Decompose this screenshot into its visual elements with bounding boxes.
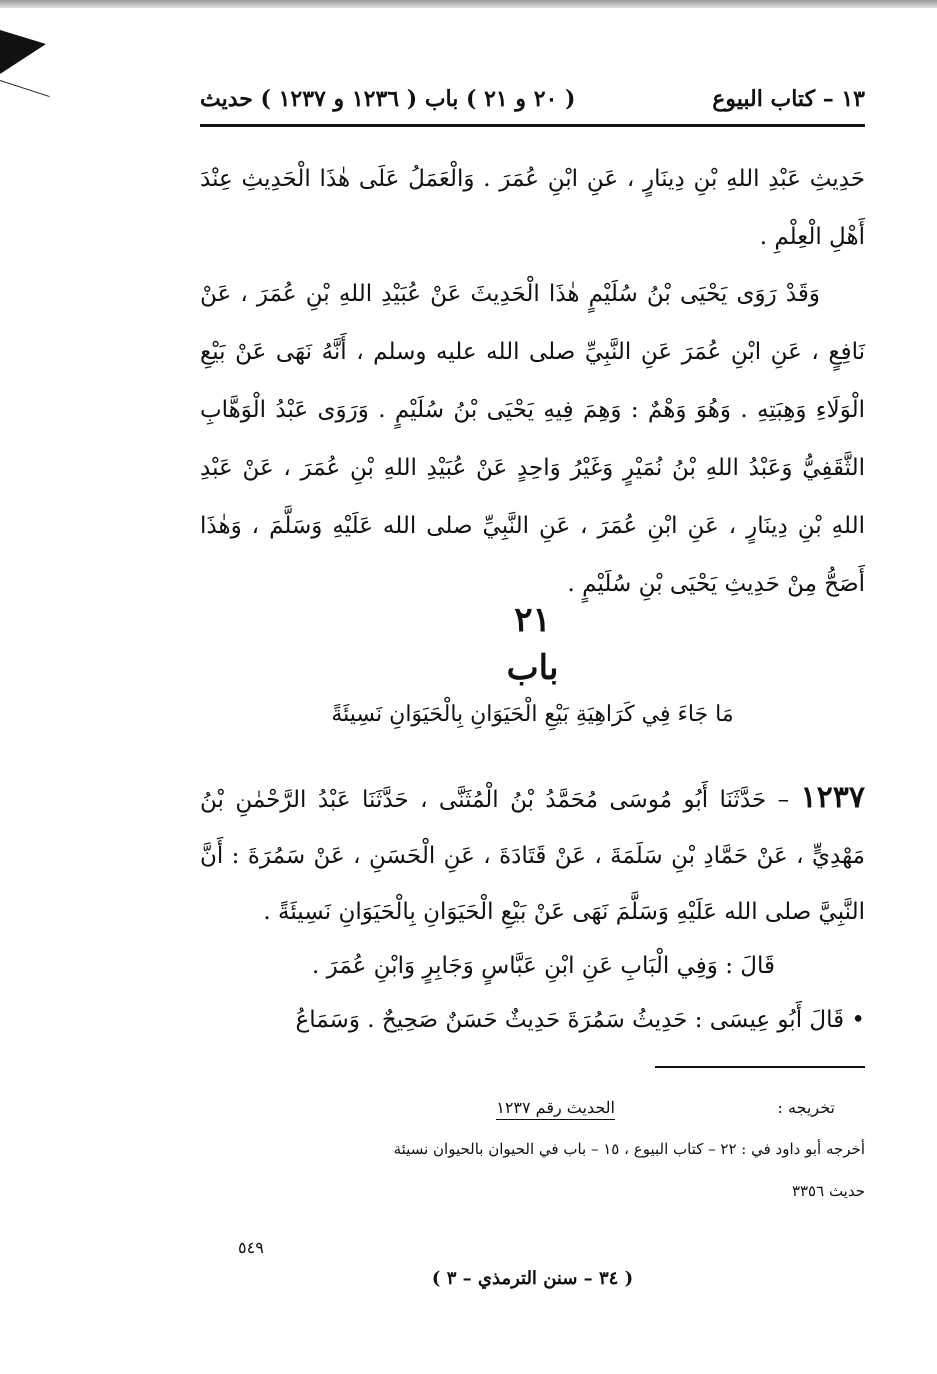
chapter-number: ٢١ xyxy=(514,600,551,640)
page-number: ٥٤٩ xyxy=(238,1238,264,1257)
hadith-number: ١٢٣٧ xyxy=(800,780,865,815)
scan-edge xyxy=(0,0,937,8)
footnote-line-1: أخرجه أبو داود في : ٢٢ – كتاب البيوع ، ١٥ – باب في الحيوان بالحيوان نسيئة xyxy=(393,1140,865,1158)
header-chapter-ref: ( ٢٠ و ٢١ ) باب ( ١٢٣٦ و ١٢٣٧ ) حديث xyxy=(200,86,576,112)
abu-isa-line: • قَالَ أَبُو عِيسَى : حَدِيثُ سَمُرَةَ حَدِيثٌ حَسَنٌ صَحِيحٌ . وَسَمَاعُ xyxy=(295,1007,865,1033)
footnote-ref: الحديث رقم ١٢٣٧ xyxy=(496,1098,615,1120)
bottom-signature: ( ٣٤ – سنن الترمذي – ٣ ) xyxy=(431,1268,634,1289)
chapter-subtitle: مَا جَاءَ فِي كَرَاهِيَةِ بَيْعِ الْحَيَوَانِ بِالْحَيَوَانِ نَسِيئَةً xyxy=(331,702,734,727)
footnote-label: تخريجه : xyxy=(777,1098,835,1117)
hadith-text xyxy=(200,770,865,940)
hadith-body: – حَدَّثَنَا أَبُو مُوسَى مُحَمَّدُ بْنُ الْمُثَنَّى ، حَدَّثَنَا عَبْدُ الرَّحْمٰنِ بْنُ مَهْدِيٍّ ، عَنْ حَمَّادِ بْنِ سَلَمَةَ ، عَنْ قَتَادَةَ ، عَنِ الْحَسَنِ ، عَنْ سَمُرَةَ : أَنَّ النَّبِيَّ صلى الله عَلَيْهِ وَسَلَّمَ نَهَى عَنْ بَيْعِ الْحَيَوَانِ بِالْحَيَوَانِ نَسِيئَةً . xyxy=(200,787,865,925)
header-rule xyxy=(200,124,865,127)
paragraph-2: وَقَدْ رَوَى يَحْيَى بْنُ سُلَيْمٍ هٰذَا الْحَدِيثَ عَنْ عُبَيْدِ اللهِ بْنِ عُمَرَ ، عَنْ نَافِعٍ ، عَنِ ابْنِ عُمَرَ عَنِ النَّبِيِّ صلى الله عليه وسلم ، أَنَّهُ نَهَى عَنْ بَيْعِ الْوَلَاءِ وَهِبَتِهِ . وَهُوَ وَهْمٌ : وَهِمَ فِيهِ يَحْيَى بْنُ سُلَيْمٍ . وَرَوَى عَبْدُ الْوَهَّابِ الثَّقَفِيُّ وَعَبْدُ اللهِ بْنُ نُمَيْرٍ وَغَيْرُ وَاحِدٍ عَنْ عُبَيْدِ اللهِ بْنِ عُمَرَ ، عَنْ عَبْدِ اللهِ بْنِ دِينَارٍ ، عَنِ ابْنِ عُمَرَ ، عَنِ النَّبِيِّ صلى الله عَلَيْهِ وَسَلَّمَ ، وَهٰذَا أَصَحُّ مِنْ حَدِيثِ يَحْيَى بْنِ سُلَيْمٍ . xyxy=(200,281,865,597)
page-header xyxy=(200,82,865,122)
chapter-title: باب xyxy=(506,648,559,688)
footnote-heading xyxy=(200,1098,865,1128)
footnote-line-2: حديث ٣٣٥٦ xyxy=(791,1182,865,1200)
corner-line xyxy=(0,80,50,97)
qala-line: قَالَ : وَفِي الْبَابِ عَنِ ابْنِ عَبَّاسٍ وَجَابِرٍ وَابْنِ عُمَرَ . xyxy=(312,953,775,979)
corner-mark xyxy=(0,30,46,74)
footnote-rule xyxy=(655,1066,865,1068)
paragraph-1: حَدِيثِ عَبْدِ اللهِ بْنِ دِينَارٍ ، عَنِ ابْنِ عُمَرَ . وَالْعَمَلُ عَلَى هٰذَا الْحَدِيثِ عِنْدَ أَهْلِ الْعِلْمِ . xyxy=(200,166,865,250)
header-book-title: ١٣ – كتاب البيوع xyxy=(712,86,865,112)
